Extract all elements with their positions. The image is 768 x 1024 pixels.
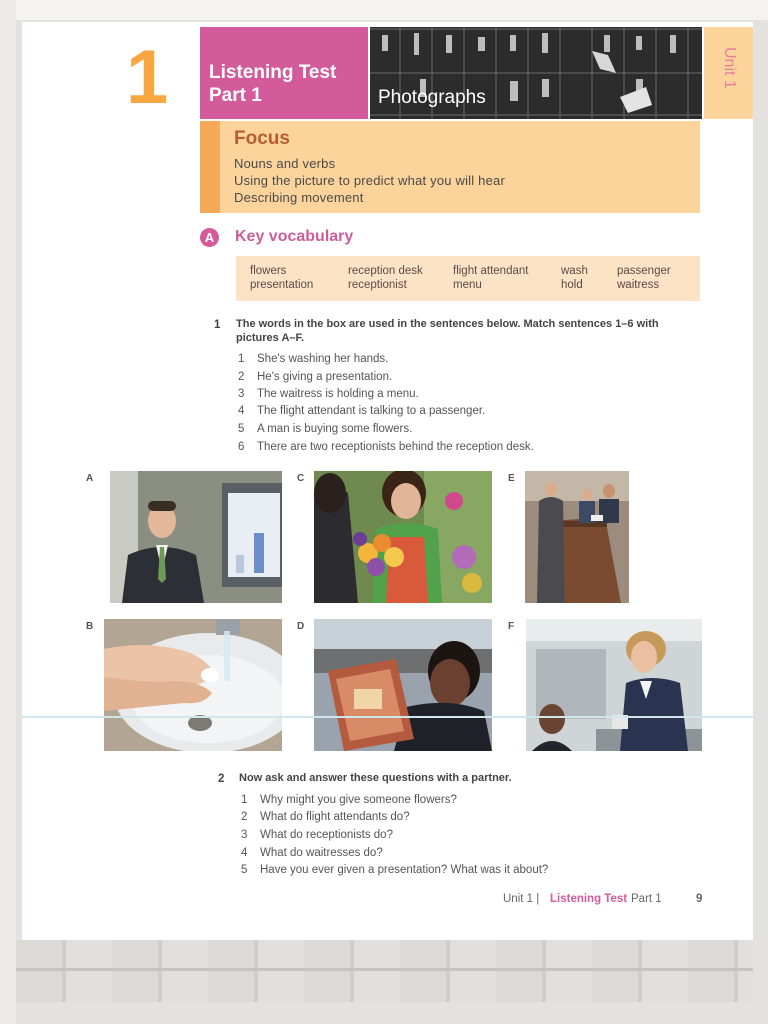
title-box: [200, 27, 368, 119]
question-number: 4: [241, 847, 248, 859]
footer-unit: Unit 1 |: [503, 893, 540, 905]
sentence-number: 2: [238, 371, 245, 383]
exercise-2-instruction: Now ask and answer these questions with a partner.: [239, 772, 512, 784]
vocab-word: wash: [561, 265, 588, 277]
vocab-word: passenger: [617, 265, 671, 277]
sentence-text: The waitress is holding a menu.: [257, 388, 419, 400]
photographs-label: Photographs: [378, 87, 486, 108]
exercise-1-instruction-line-1: The words in the box are used in the sentences below. Match sentences 1–6 with: [236, 318, 659, 330]
sentence-text: The flight attendant is talking to a passenger.: [257, 405, 486, 417]
question-number: 2: [241, 811, 248, 823]
sentence-number: 4: [238, 405, 245, 417]
picture-waitress-menu: [314, 619, 492, 751]
footer-section: Listening Test: [550, 893, 628, 905]
scan-top-margin: [0, 0, 768, 20]
question-text: What do flight attendants do?: [260, 811, 410, 823]
vocab-word: hold: [561, 279, 583, 291]
vocab-word: menu: [453, 279, 482, 291]
title-line-2: Part 1: [209, 85, 262, 106]
footer-part: Part 1: [631, 893, 662, 905]
question-text: What do receptionists do?: [260, 829, 393, 841]
picture-flight-attendant: [526, 619, 702, 751]
vocab-word: receptionist: [348, 279, 407, 291]
focus-item: Using the picture to predict what you will hear: [234, 173, 505, 188]
picture-washing-hands: [104, 619, 282, 751]
picture-buying-flowers: [314, 471, 492, 603]
picture-label-e: E: [508, 473, 515, 484]
vocab-word: flowers: [250, 265, 287, 277]
picture-label-f: F: [508, 621, 515, 632]
vocab-word: flight attendant: [453, 265, 529, 277]
unit-number: 1: [126, 35, 169, 120]
sentence-text: She's washing her hands.: [257, 353, 389, 365]
picture-reception-desk: [525, 471, 629, 603]
sentence-number: 3: [238, 388, 245, 400]
question-text: Have you ever given a presentation? What was it about?: [260, 864, 549, 876]
vocab-word: presentation: [250, 279, 314, 291]
page-number: 9: [696, 893, 703, 905]
focus-title: Focus: [234, 128, 290, 149]
unit-tab-label: Unit 1: [721, 47, 738, 89]
picture-presentation: [110, 471, 282, 603]
vocabulary-box: [236, 256, 700, 301]
section-title: Key vocabulary: [235, 228, 354, 245]
photographs-banner: [370, 27, 702, 119]
sentence-number: 1: [238, 353, 245, 365]
sentence-text: A man is buying some flowers.: [257, 423, 413, 435]
vocab-word: reception desk: [348, 265, 423, 277]
picture-label-c: C: [297, 473, 305, 484]
sentence-number: 5: [238, 423, 245, 435]
picture-label-d: D: [297, 621, 305, 632]
focus-item: Describing movement: [234, 190, 364, 205]
exercise-1-instruction-line-2: pictures A–F.: [236, 332, 305, 344]
section-badge: A: [200, 228, 219, 247]
scan-crease-line: [22, 716, 753, 718]
exercise-2-number: 2: [218, 773, 225, 785]
picture-label-b: B: [86, 621, 94, 632]
question-number: 3: [241, 829, 248, 841]
sentence-text: There are two receptionists behind the reception desk.: [257, 441, 534, 453]
question-number: 5: [241, 864, 248, 876]
sentence-number: 6: [238, 441, 245, 453]
focus-box: [200, 121, 700, 213]
question-number: 1: [241, 794, 248, 806]
picture-label-a: A: [86, 473, 94, 484]
vocab-word: waitress: [617, 279, 660, 291]
title-line-1: Listening Test: [209, 62, 337, 83]
exercise-1-number: 1: [214, 319, 221, 331]
focus-item: Nouns and verbs: [234, 156, 336, 171]
question-text: Why might you give someone flowers?: [260, 794, 457, 806]
sentence-text: He's giving a presentation.: [257, 371, 393, 383]
scan-left-margin: [0, 0, 16, 1024]
scan-bottom-strip: [16, 940, 753, 1002]
question-text: What do waitresses do?: [260, 847, 383, 859]
unit-tab: [704, 27, 753, 119]
